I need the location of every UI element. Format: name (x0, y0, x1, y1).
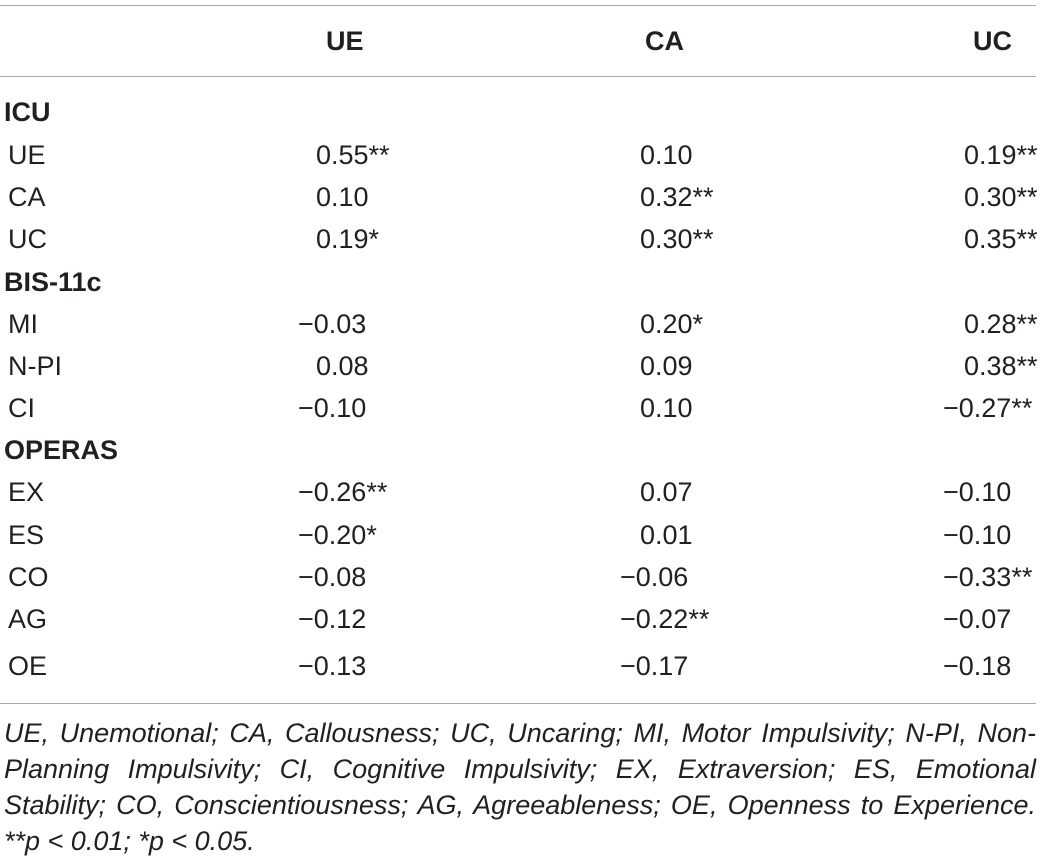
row-label: UE (8, 140, 46, 170)
table-cell: 0.10 (316, 182, 369, 212)
table-cell: 0.55** (316, 140, 390, 170)
table-top-rule (0, 5, 1036, 6)
row-label: OE (8, 651, 48, 681)
table-cell: 0.28** (964, 309, 1038, 339)
table-footnote: UE, Unemotional; CA, Callousness; UC, Uncaring; MI, Motor Impulsivity; N-PI, Non-Planning Impulsivity; CI, Cognitive Impulsivity; EX, Extraversion; ES, Emotional Stability; CO, Conscientiousness; AG, Agreeableness; OE, Openness to Experience. **p < 0.01; *p < 0.05. (4, 718, 1036, 856)
section-title-bis-11c: BIS-11c (4, 267, 102, 297)
table-cell: −0.22** (620, 604, 710, 634)
table-cell: −0.12 (298, 604, 367, 634)
row-label: CO (8, 562, 49, 592)
row-label: MI (8, 309, 38, 339)
column-header-ue: UE (326, 26, 364, 56)
column-header-ca: CA (645, 26, 684, 56)
row-label: N-PI (8, 351, 62, 381)
table-cell: −0.03 (298, 309, 367, 339)
table-cell: −0.08 (298, 562, 367, 592)
table-cell: 0.01 (640, 520, 693, 550)
section-title-operas: OPERAS (4, 435, 119, 465)
table-cell: −0.10 (298, 393, 367, 423)
table-cell: 0.19* (316, 224, 380, 254)
table-cell: 0.07 (640, 477, 693, 507)
table-cell: −0.10 (943, 477, 1012, 507)
table-cell: 0.08 (316, 351, 369, 381)
table-cell: 0.19** (964, 140, 1038, 170)
table-cell: 0.32** (640, 182, 714, 212)
table-cell: −0.07 (943, 604, 1012, 634)
table-cell: 0.30** (640, 224, 714, 254)
table-cell: 0.30** (964, 182, 1038, 212)
table-cell: 0.20* (640, 309, 704, 339)
row-label: UC (8, 224, 47, 254)
table-cell: −0.13 (298, 651, 367, 681)
table-cell: −0.33** (943, 562, 1033, 592)
table-bottom-rule (0, 703, 1036, 704)
table-cell: 0.35** (964, 224, 1038, 254)
table-cell: −0.18 (943, 651, 1012, 681)
table-cell: −0.17 (620, 651, 689, 681)
table-cell: 0.10 (640, 393, 693, 423)
row-label: EX (8, 477, 45, 507)
row-label: CI (8, 393, 35, 423)
table-cell: −0.20* (298, 520, 377, 550)
table-cell: −0.10 (943, 520, 1012, 550)
table-cell: 0.09 (640, 351, 693, 381)
table-cell: −0.06 (620, 562, 689, 592)
table-header-rule (0, 76, 1036, 77)
table-cell: −0.27** (943, 393, 1033, 423)
table-cell: 0.10 (640, 140, 693, 170)
table-cell: 0.38** (964, 351, 1038, 381)
row-label: ES (8, 520, 45, 550)
column-header-uc: UC (973, 26, 1012, 56)
table-cell: −0.26** (298, 477, 388, 507)
row-label: CA (8, 182, 46, 212)
row-label: AG (8, 604, 48, 634)
section-title-icu: ICU (4, 97, 51, 127)
